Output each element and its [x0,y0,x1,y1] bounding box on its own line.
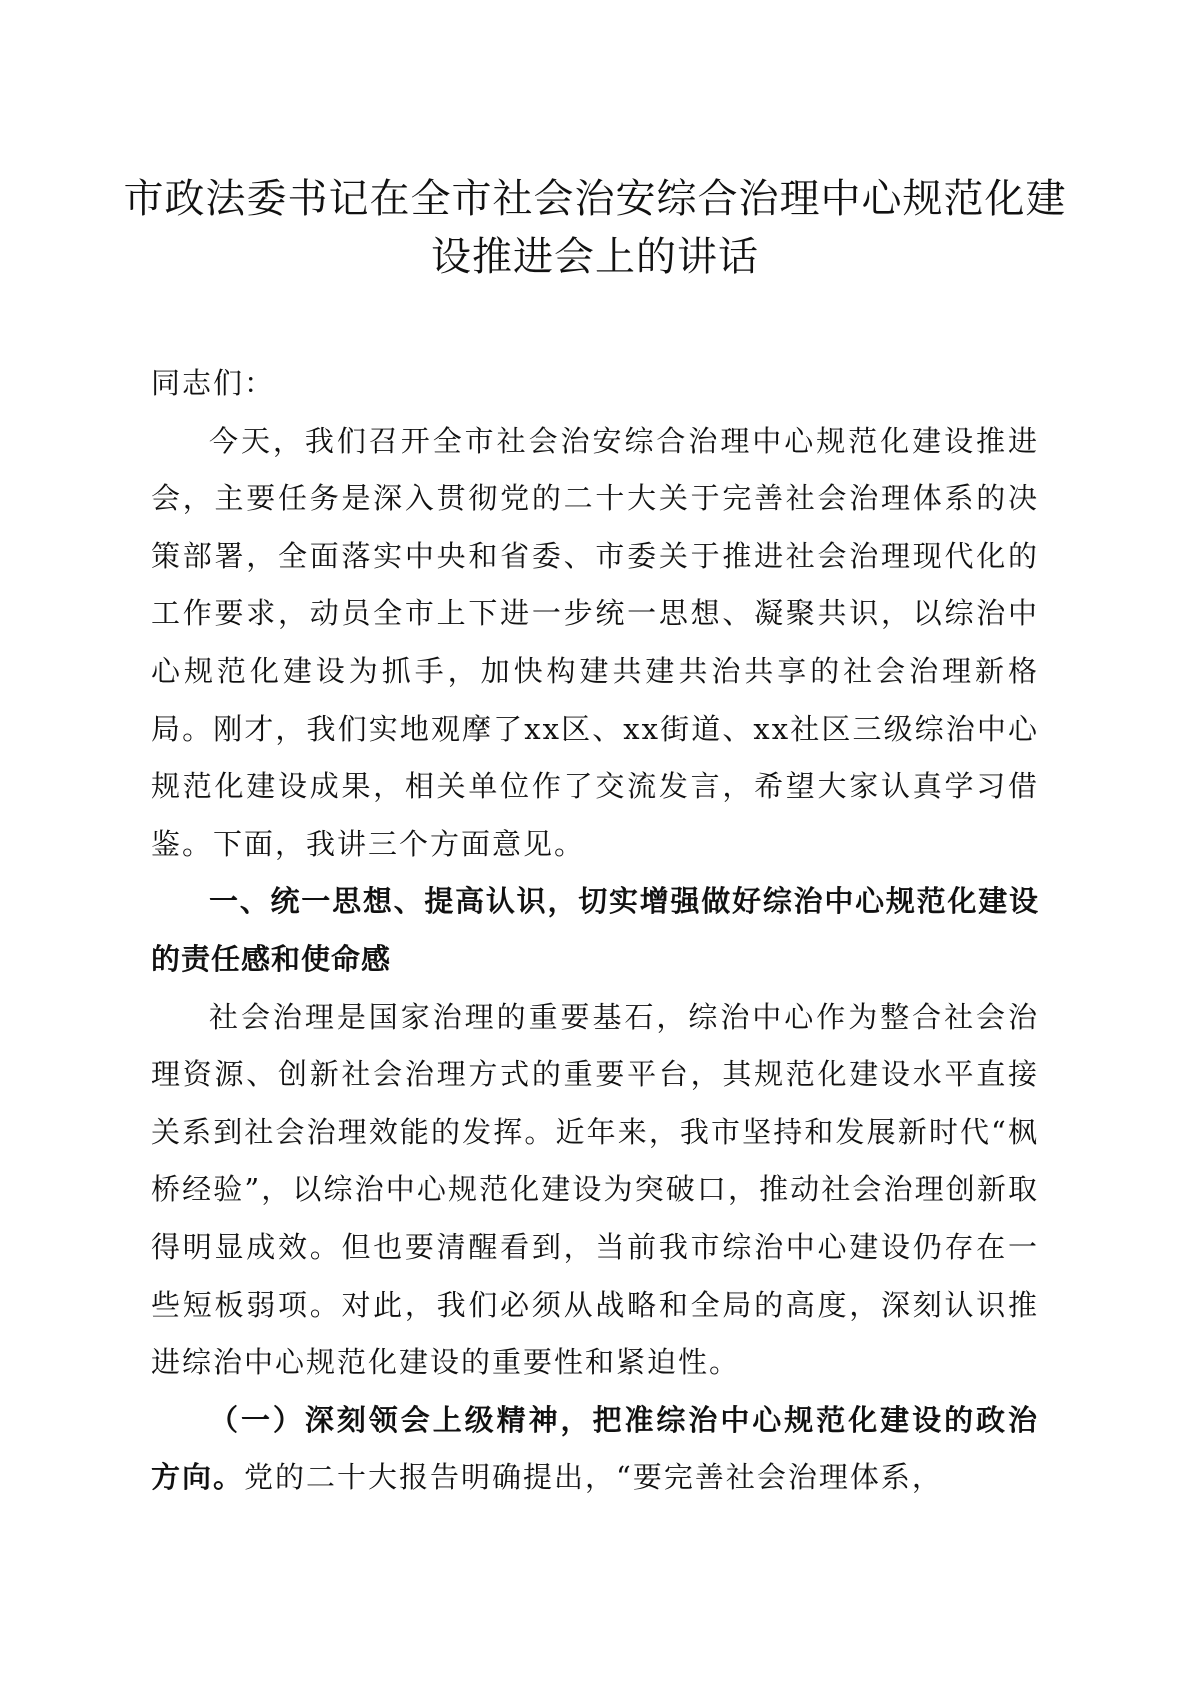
intro-paragraph: 今天，我们召开全市社会治安综合治理中心规范化建设推进会，主要任务是深入贯彻党的二十大关于完善社会治理体系的决策部署，全面落实中央和省委、市委关于推进社会治理现代化的工作要求，动员全市上下进一步统一思想、凝聚共识，以综治中心规范化建设为抓手，加快构建共建共治共享的社会治理新格局。刚才，我们实地观摩了xx区、xx街道、xx社区三级综治中心规范化建设成果，相关单位作了交流发言，希望大家认真学习借鉴。下面，我讲三个方面意见。 [151,423,1039,861]
subsection-1-text: 党的二十大报告明确提出，“要完善社会治理体系， [244,1460,943,1495]
document-title: 市政法委书记在全市社会治安综合治理中心规范化建设推进会上的讲话 [123,176,1067,280]
salutation: 同志们： [151,366,276,400]
document-body [151,355,1039,1507]
subsection-heading-1: （一）深刻领会上级精神，把准综治中心规范化建设的政治方向。 [151,1402,1039,1495]
section-heading-1: 一、统一思想、提高认识，切实增强做好综治中心规范化建设的责任感和使命感 [151,884,1039,976]
subsection-1-paragraph [151,1392,1039,1507]
section-1-paragraph: 社会治理是国家治理的重要基石，综治中心作为整合社会治理资源、创新社会治理方式的重要平台，其规范化建设水平直接关系到社会治理效能的发挥。近年来，我市坚持和发展新时代“枫桥经验”，以综治中心规范化建设为突破口，推动社会治理创新取得明显成效。但也要清醒看到，当前我市综治中心建设仍存在一些短板弱项。对此，我们必须从战略和全局的高度，深刻认识推进综治中心规范化建设的重要性和紧迫性。 [151,999,1039,1380]
